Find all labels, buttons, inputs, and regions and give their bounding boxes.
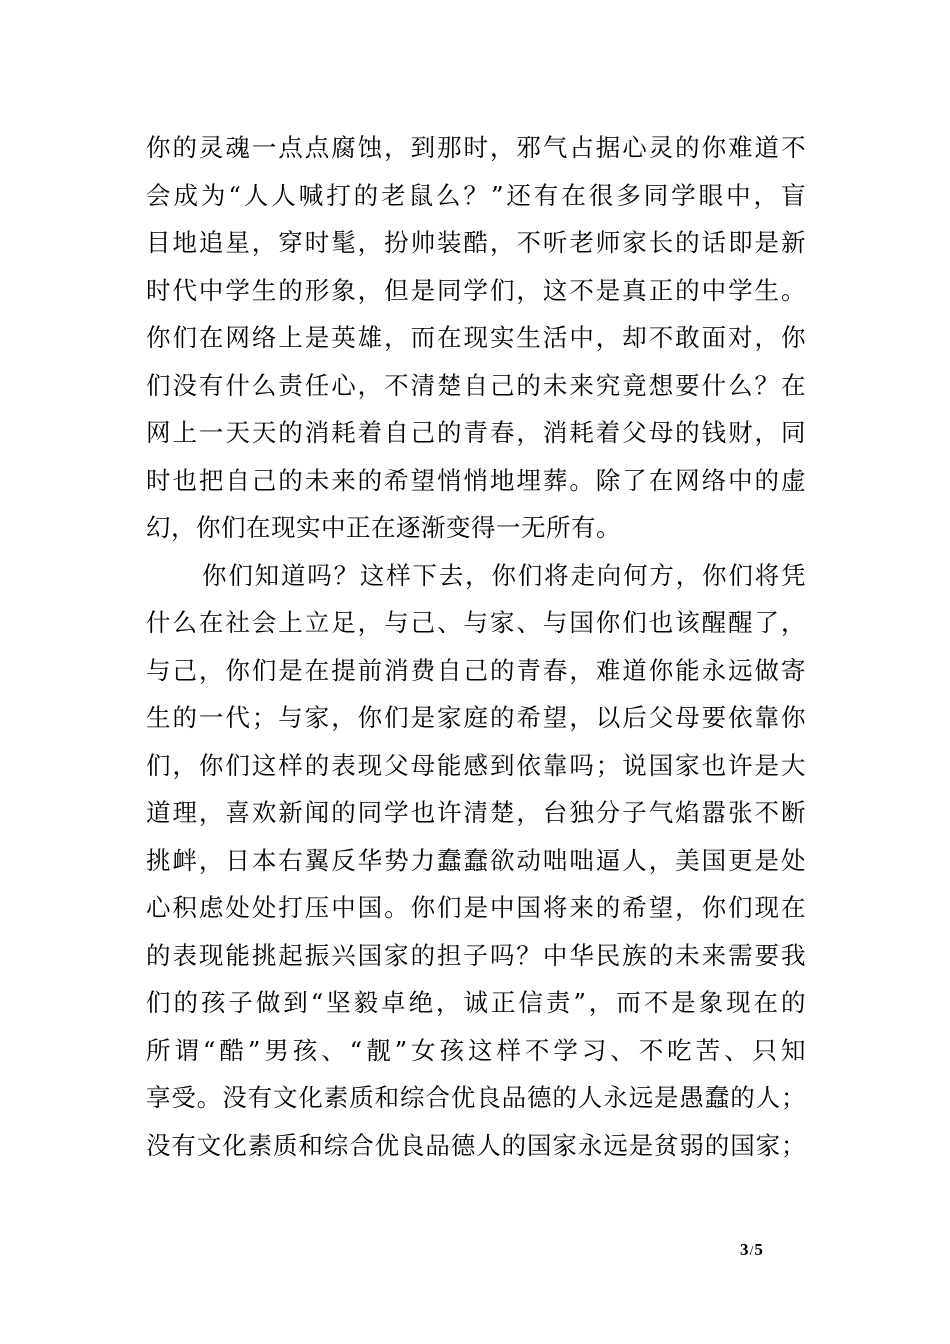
page-total: 5: [754, 1240, 763, 1259]
text-line: 你们知道吗？这样下去，你们将走向何方，你们将凭: [202, 560, 806, 590]
text-line: 你们在网络上是英雄，而在现实生活中，却不敢面对，你: [146, 323, 806, 352]
text-line: 你的灵魂一点点腐蚀，到那时，邪气占据心灵的你难道不: [146, 133, 806, 162]
text-line: 没有文化素质和综合优良品德人的国家永远是贫弱的国家；: [146, 1130, 806, 1160]
text-line: 道理，喜欢新闻的同学也许清楚，台独分子气焰嚣张不断: [146, 798, 806, 827]
text-line: 的表现能挑起振兴国家的担子吗？中华民族的未来需要我: [146, 940, 806, 970]
text-line: 们没有什么责任心，不清楚自己的未来究竟想要什么？在: [146, 370, 806, 400]
text-line: 们的孩子做到“坚毅卓绝，诚正信责”，而不是象现在的: [146, 988, 806, 1017]
text-line: 所谓“酷”男孩、“靓”女孩这样不学习、不吃苦、只知: [146, 1035, 806, 1065]
text-line: 们，你们这样的表现父母能感到依靠吗；说国家也许是大: [146, 750, 806, 780]
text-line: 幻，你们在现实中正在逐渐变得一无所有。: [146, 513, 621, 542]
text-line: 网上一天天的消耗着自己的青春，消耗着父母的钱财，同: [146, 418, 806, 447]
text-line: 挑衅，日本右翼反华势力蠢蠢欲动咄咄逼人，美国更是处: [146, 845, 806, 875]
page-separator: /: [749, 1244, 754, 1259]
text-line: 时代中学生的形象，但是同学们，这不是真正的中学生。: [146, 275, 806, 305]
text-line: 时也把自己的未来的希望悄悄地埋葬。除了在网络中的虚: [146, 465, 806, 495]
paragraph: [146, 552, 806, 1170]
text-line: 心积虑处处打压中国。你们是中国将来的希望，你们现在: [146, 893, 806, 922]
text-line: 享受。没有文化素质和综合优良品德的人永远是愚蠢的人；: [146, 1083, 806, 1112]
text-line: 与己，你们是在提前消费自己的青春，难道你能永远做寄: [146, 655, 806, 685]
text-line: 生的一代；与家，你们是家庭的希望，以后父母要依靠你: [146, 703, 806, 732]
text-line: 目地追星，穿时髦，扮帅装酷，不听老师家长的话即是新: [146, 228, 806, 257]
body-text: [146, 124, 806, 1169]
text-line: 什么在社会上立足，与己、与家、与国你们也该醒醒了，: [146, 608, 806, 637]
page-number: [740, 1240, 763, 1262]
page-current: 3: [740, 1240, 749, 1259]
paragraph: [146, 124, 806, 552]
text-line: 会成为“人人喊打的老鼠么？”还有在很多同学眼中，盲: [146, 180, 806, 210]
